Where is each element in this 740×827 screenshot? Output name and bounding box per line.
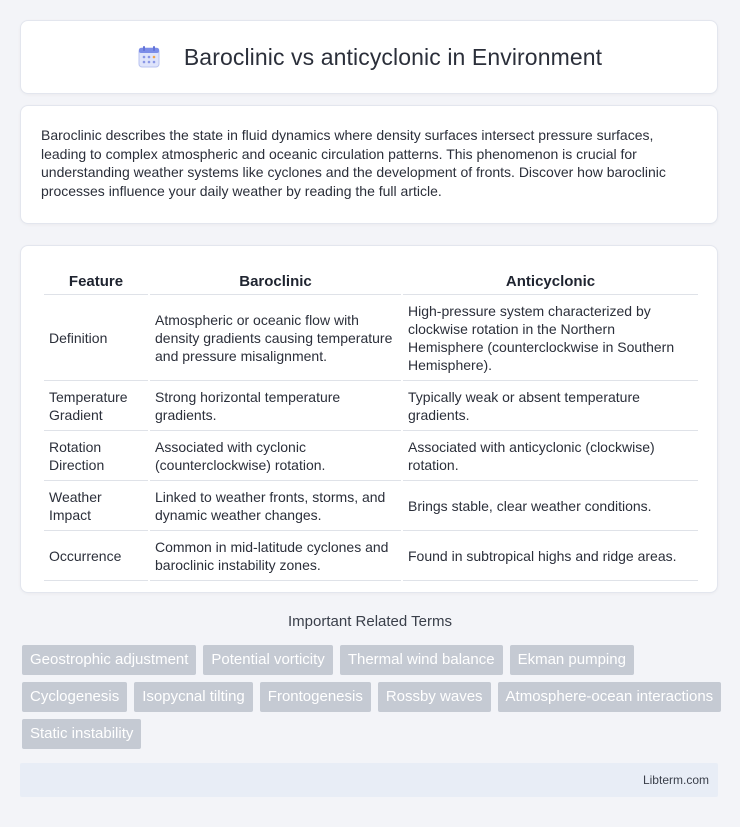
table-cell: Occurrence bbox=[44, 531, 148, 581]
table-cell: Typically weak or absent temperature gradients. bbox=[403, 381, 698, 431]
table-row bbox=[44, 431, 698, 481]
table-cell: High-pressure system characterized by clockwise rotation in the Northern Hemisphere (counterclockwise in Southern Hemisphere). bbox=[403, 295, 698, 381]
footer bbox=[20, 763, 718, 797]
header-card bbox=[20, 20, 718, 94]
table-row bbox=[44, 481, 698, 531]
related-term-tag[interactable]: Geostrophic adjustment bbox=[22, 645, 196, 675]
table-cell: Temperature Gradient bbox=[44, 381, 148, 431]
related-term-tag[interactable]: Thermal wind balance bbox=[340, 645, 503, 675]
related-term-tag[interactable]: Frontogenesis bbox=[260, 682, 371, 712]
table-cell: Strong horizontal temperature gradients. bbox=[150, 381, 401, 431]
table-cell: Atmospheric or oceanic flow with density gradients causing temperature and pressure misalignment. bbox=[150, 295, 401, 381]
related-term-tag[interactable]: Atmosphere-ocean interactions bbox=[498, 682, 722, 712]
table-cell: Linked to weather fronts, storms, and dynamic weather changes. bbox=[150, 481, 401, 531]
table-cell: Brings stable, clear weather conditions. bbox=[403, 481, 698, 531]
column-header: Anticyclonic bbox=[403, 266, 698, 295]
table-cell: Common in mid-latitude cyclones and baroclinic instability zones. bbox=[150, 531, 401, 581]
table-cell: Weather Impact bbox=[44, 481, 148, 531]
related-term-tag[interactable]: Rossby waves bbox=[378, 682, 491, 712]
table-cell: Rotation Direction bbox=[44, 431, 148, 481]
column-header: Baroclinic bbox=[150, 266, 401, 295]
intro-text: Baroclinic describes the state in fluid dynamics where density surfaces intersect pressure surfaces, leading to complex atmospheric and oceanic circulation patterns. This phenomenon is crucial for understanding weather systems like cyclones and the development of fronts. Discover how baroclinic processes influence your daily weather by reading the full article. bbox=[41, 127, 666, 199]
comparison-table bbox=[42, 266, 700, 581]
intro-card bbox=[20, 105, 718, 224]
table-row bbox=[44, 295, 698, 381]
comparison-card bbox=[20, 245, 718, 593]
page-title: Baroclinic vs anticyclonic in Environment bbox=[183, 43, 603, 70]
table-row bbox=[44, 381, 698, 431]
related-term-tag[interactable]: Isopycnal tilting bbox=[134, 682, 253, 712]
related-term-tag[interactable]: Ekman pumping bbox=[510, 645, 634, 675]
calendar-icon bbox=[136, 44, 162, 70]
related-term-tag[interactable]: Static instability bbox=[22, 719, 141, 749]
table-row bbox=[44, 531, 698, 581]
table-cell: Associated with cyclonic (counterclockwise) rotation. bbox=[150, 431, 401, 481]
column-header: Feature bbox=[44, 266, 148, 295]
related-term-tag[interactable]: Cyclogenesis bbox=[22, 682, 127, 712]
footer-brand-link[interactable]: Libterm.com bbox=[642, 773, 709, 787]
table-cell: Found in subtropical highs and ridge areas. bbox=[403, 531, 698, 581]
related-term-tag[interactable]: Potential vorticity bbox=[203, 645, 332, 675]
table-cell: Associated with anticyclonic (clockwise) rotation. bbox=[403, 431, 698, 481]
related-terms-list bbox=[22, 645, 722, 749]
table-header-row bbox=[44, 266, 698, 295]
related-terms-title: Important Related Terms bbox=[288, 613, 452, 630]
table-cell: Definition bbox=[44, 295, 148, 381]
